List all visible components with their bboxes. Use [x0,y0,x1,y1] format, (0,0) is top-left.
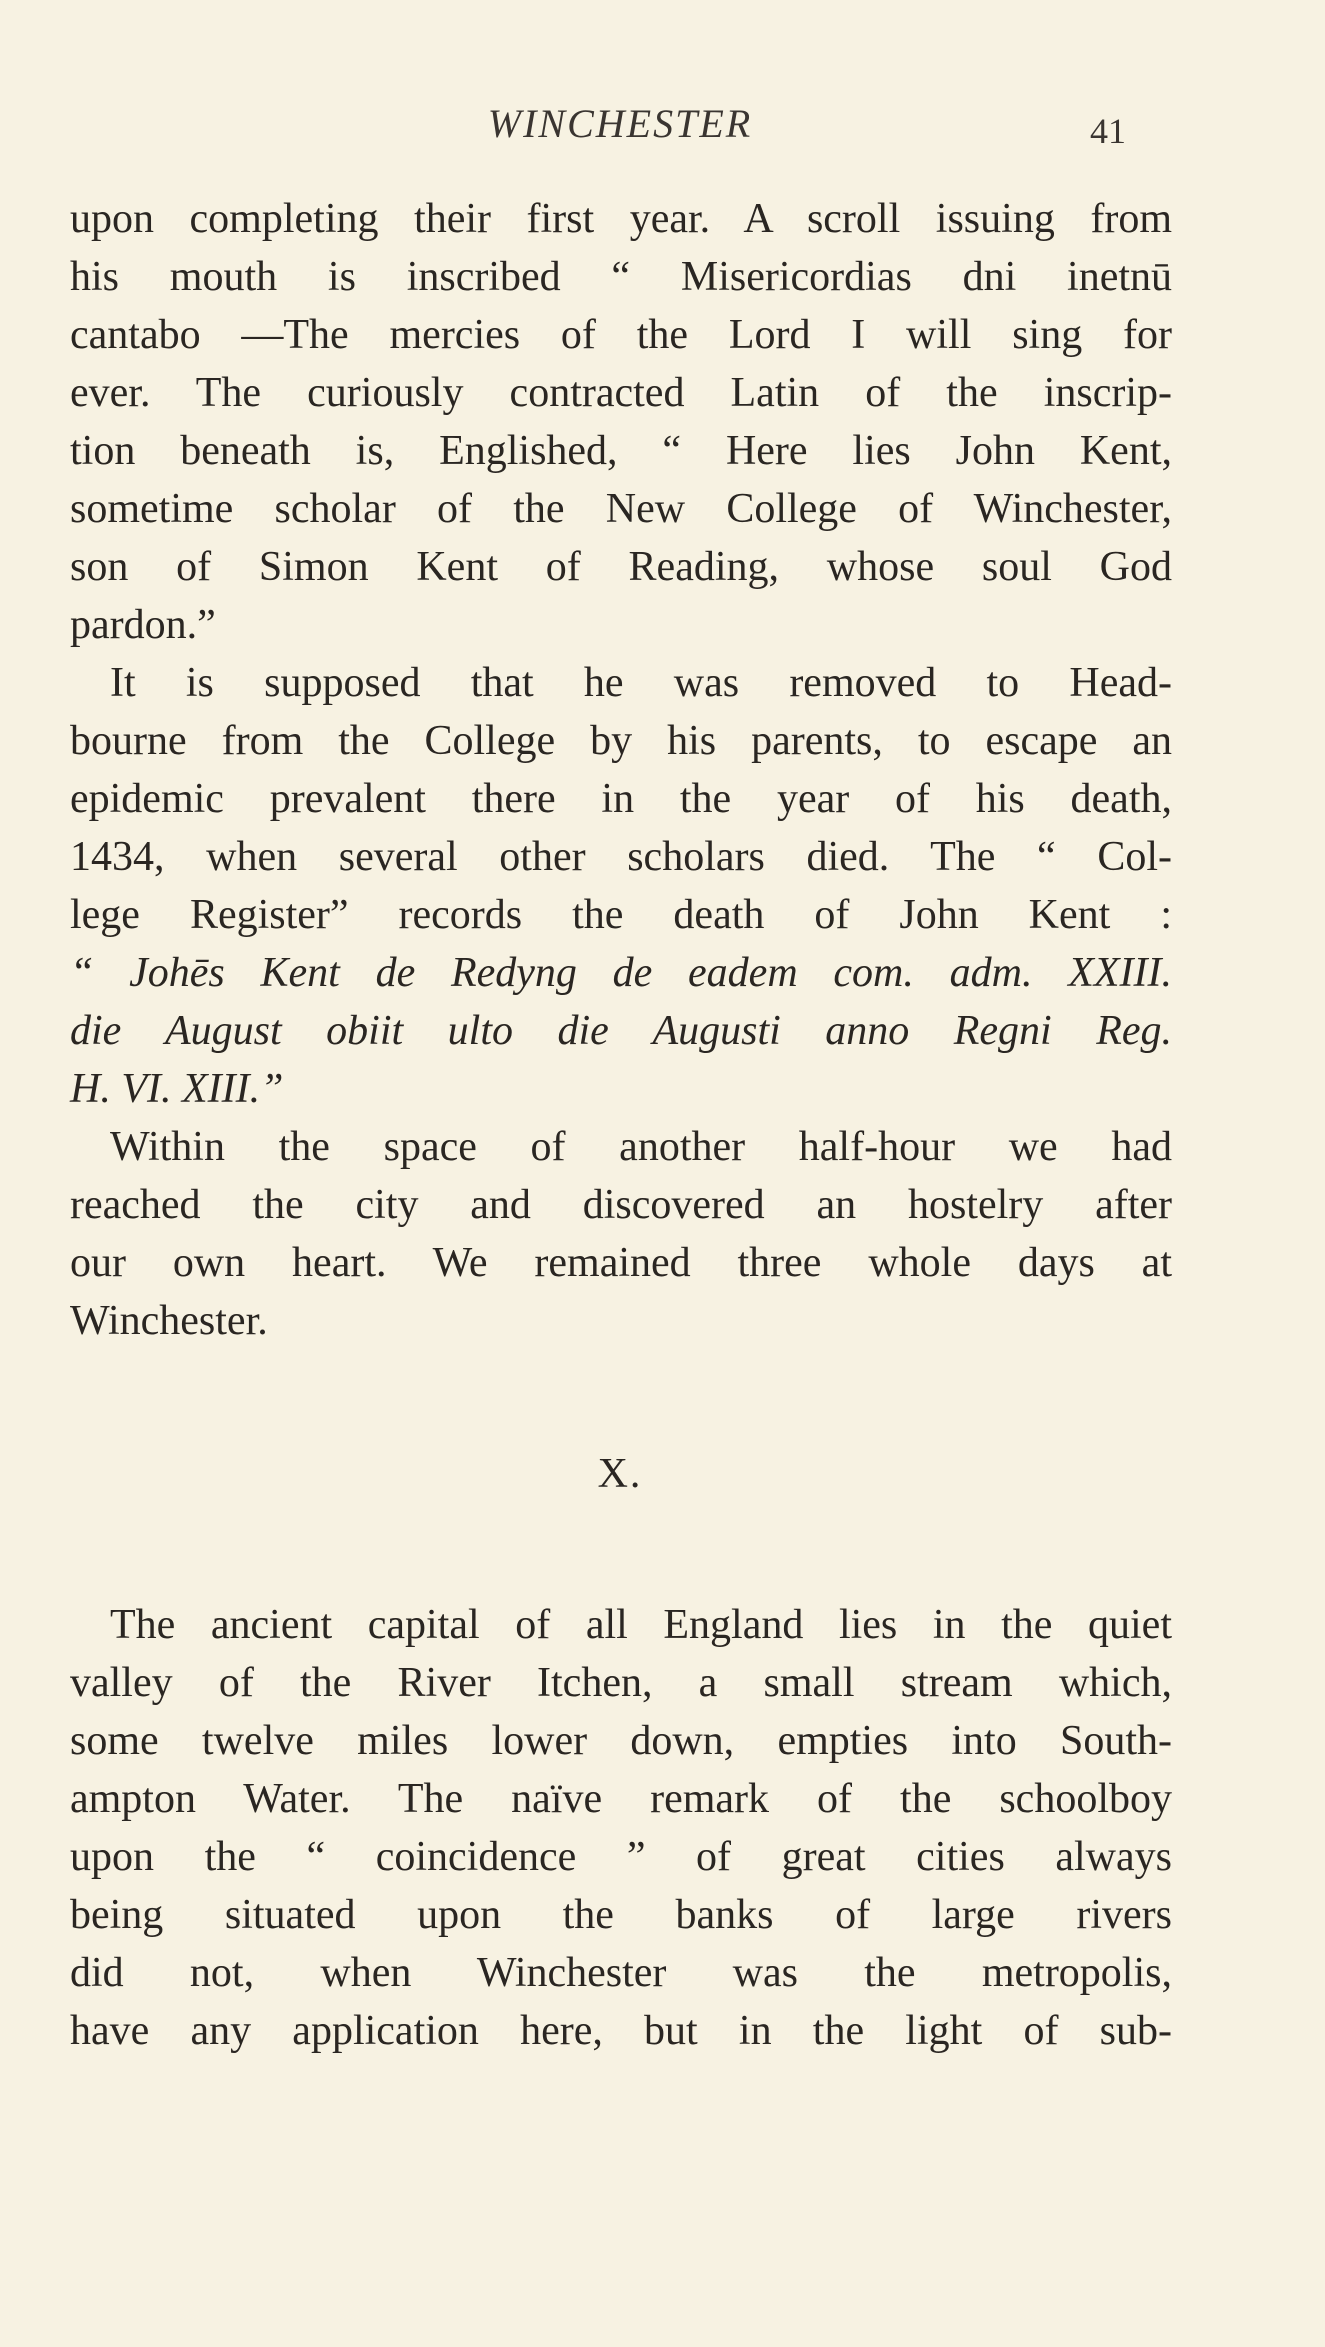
text-line: sometime scholar of the New College of Winchester, [70,486,1172,532]
text-line: The ancient capital of all England lies in the quiet [110,1602,1172,1648]
text-line: reached the city and discovered an hostelry after [70,1182,1172,1228]
text-line: have any application here, but in the light of sub- [70,2008,1172,2054]
text-line: cantabo —The mercies of the Lord I will sing for [70,312,1172,358]
text-line: son of Simon Kent of Reading, whose soul God [70,544,1172,590]
text-line: H. VI. XIII.” [70,1066,284,1112]
text-line: ampton Water. The naïve remark of the schoolboy [70,1776,1172,1822]
text-line: upon completing their first year. A scroll issuing from [70,196,1172,242]
text-line: upon the “ coincidence ” of great cities always [70,1834,1172,1880]
section-number: X. [597,1451,643,1497]
text-line: some twelve miles lower down, empties into South- [70,1718,1172,1764]
text-line: tion beneath is, Englished, “ Here lies John Kent, [70,428,1172,474]
text-line: valley of the River Itchen, a small stream which, [70,1660,1172,1706]
text-line: Winchester. [70,1298,268,1344]
text-line: his mouth is inscribed “ Misericordias dni inetnū [70,254,1172,300]
text-line: “ Johēs Kent de Redyng de eadem com. adm. XXIII. [70,950,1172,996]
text-line: die August obiit ulto die Augusti anno Regni Reg. [70,1008,1172,1054]
running-head [0,100,1325,150]
text-line: It is supposed that he was removed to Head- [110,660,1172,706]
text-line: ever. The curiously contracted Latin of the inscrip- [70,370,1172,416]
text-line: epidemic prevalent there in the year of his death, [70,776,1172,822]
text-line: lege Register” records the death of John Kent : [70,892,1172,938]
text-line: being situated upon the banks of large rivers [70,1892,1172,1938]
text-line: our own heart. We remained three whole days at [70,1240,1172,1286]
text-line: 1434, when several other scholars died. The “ Col- [70,834,1172,880]
running-title: WINCHESTER [487,101,753,146]
page-number: 41 [1090,111,1126,151]
text-line: did not, when Winchester was the metropolis, [70,1950,1172,1996]
text-line: bourne from the College by his parents, to escape an [70,718,1172,764]
text-line: Within the space of another half-hour we had [110,1124,1172,1170]
text-line: pardon.” [70,602,216,648]
